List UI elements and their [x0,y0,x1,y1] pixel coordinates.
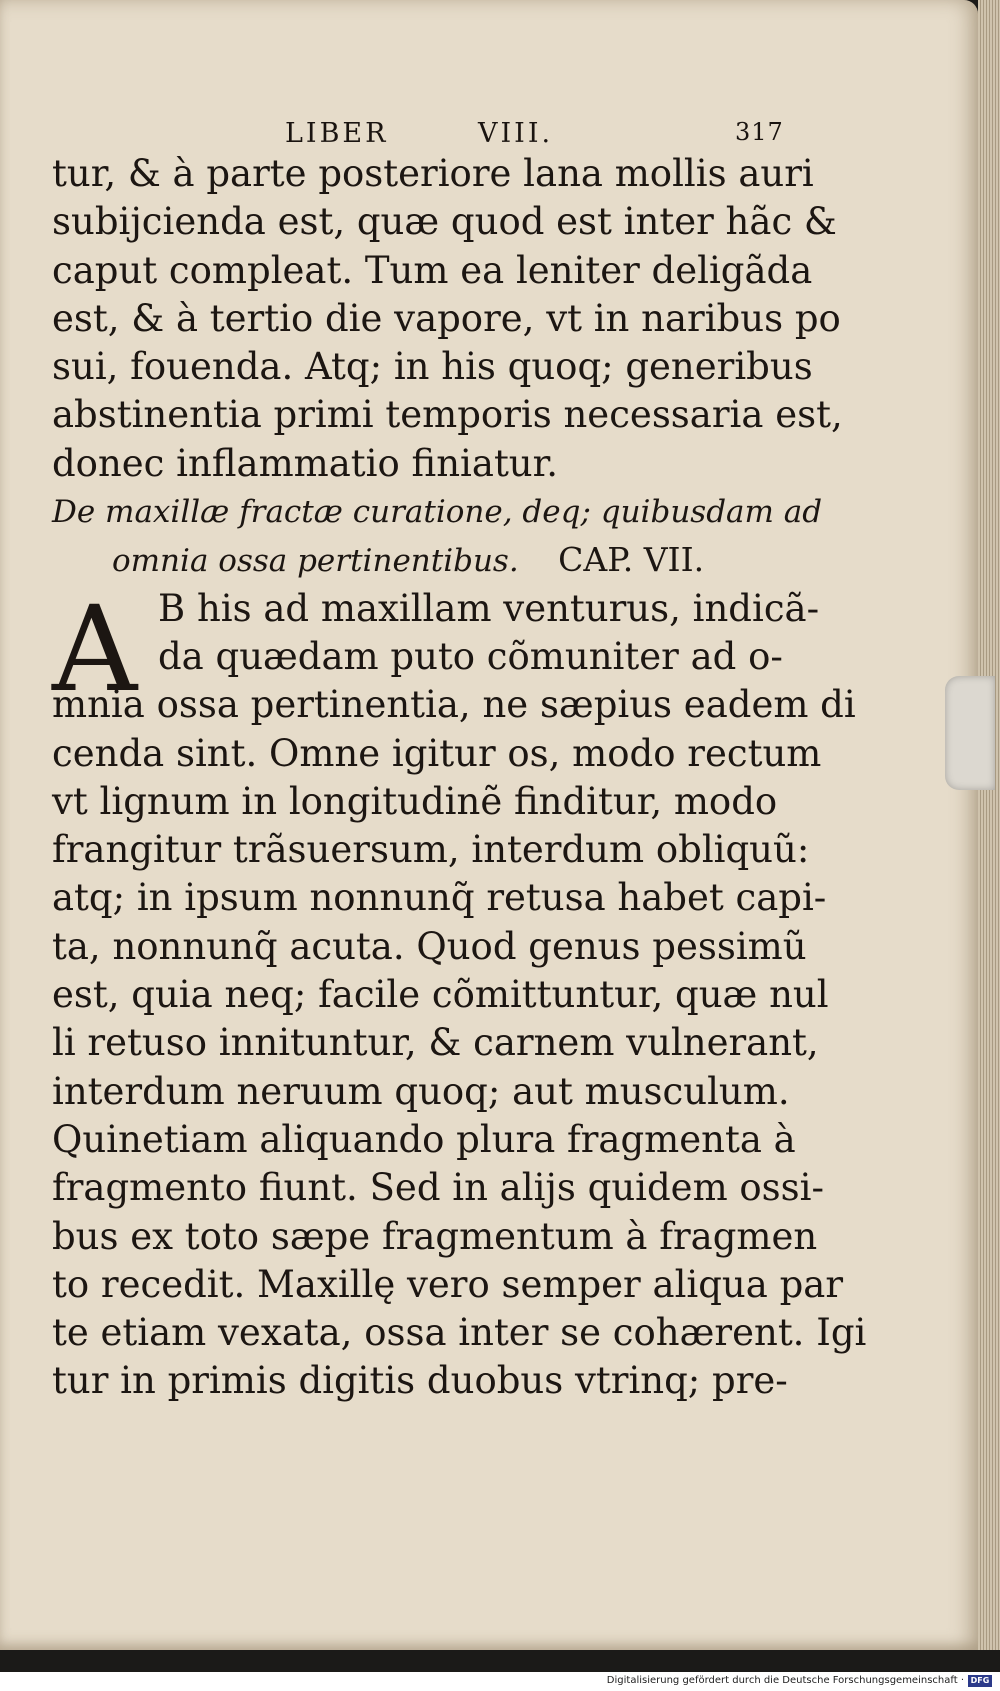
page-clip [945,676,995,790]
text-line: abstinentia primi temporis necessaria est, [52,393,843,437]
chapter-title-line-2 [52,536,782,584]
text-line: est, quia neq; facile cõmittuntur, quæ nul [52,973,829,1017]
text-line: cenda sint. Omne igitur os, modo rectum [52,731,822,775]
chapter-title-text: omnia ossa pertinentibus. [112,543,519,580]
text-line: subijcienda est, quæ quod est inter hãc & [52,200,837,244]
text-line: frangitur trãsuersum, interdum obliquũ: [52,828,810,872]
text-line: fragmento fiunt. Sed in alijs quidem ossi- [52,1166,824,1210]
chapter-number: CAP. VII. [558,540,705,580]
text-line: da quædam puto cõmuniter ad o- [158,634,783,678]
text-line: est, & à tertio die vapore, vt in naribus po [52,296,841,340]
text-line: tur in primis digitis duobus vtrinq; pre- [52,1359,788,1403]
text-line: atq; in ipsum nonnunq̃ retusa habet capi- [52,876,827,920]
text-line: bus ex toto sæpe fragmentum à fragmen [52,1214,818,1258]
page-edges [978,0,1000,1650]
text-line: interdum neruum quoq; aut musculum. [52,1069,790,1113]
header-book-number: VIII. [478,118,554,149]
digitization-footer [0,1672,1000,1691]
text-line: te etiam vexata, ossa inter se cohærent. Igi [52,1311,867,1355]
text-line: sui, fouenda. Atq; in his quoq; generibus [52,345,813,389]
dfg-logo: DFG [968,1675,992,1687]
chapter-title-line-1: De maxillæ fractæ curatione, deq; quibusdam ad [52,494,823,531]
text-line: ta, nonnunq̃ acuta. Quod genus pessimũ [52,924,807,968]
text-line: donec inflammatio finiatur. [52,441,559,485]
text-line: Quinetiam aliquando plura fragmenta à [52,1117,796,1161]
text-line: mnia ossa pertinentia, ne sæpius eadem di [52,683,856,727]
folio-number: 317 [735,118,784,146]
text-line: B his ad maxillam venturus, indicã- [158,586,820,630]
text-line: vt lignum in longitudinẽ finditur, modo [52,779,778,823]
text-line: li retuso innituntur, & carnem vulnerant, [52,1021,819,1065]
text-line: caput compleat. Tum ea leniter deligãda [52,248,813,292]
page-text [52,150,867,1406]
text-line: to recedit. Maxillę vero semper aliqua par [52,1262,844,1306]
drop-cap: A [52,580,138,718]
header-liber: LIBER [285,118,389,149]
footer-credit: Digitalisierung gefördert durch die Deutsche Forschungsgemeinschaft · [606,1675,964,1686]
text-line: tur, & à parte posteriore lana mollis auri [52,152,814,195]
